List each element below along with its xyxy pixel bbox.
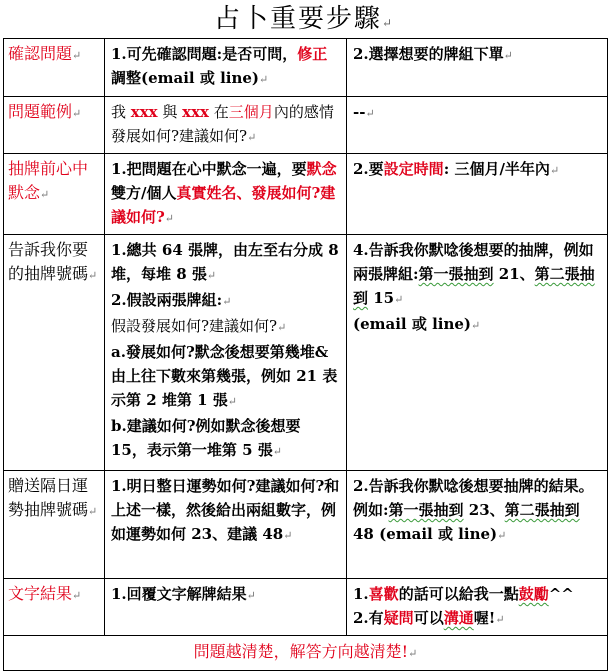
row-label: 問題範例↵ [4, 97, 105, 154]
row-step-cell: 2.要設定時間: 三個月/半年內↵ [347, 154, 608, 235]
row-label: 贈送隔日運勢抽牌號碼↵ [4, 471, 105, 579]
steps-table [3, 38, 608, 671]
row-label: 告訴我你要的抽牌號碼↵ [4, 235, 105, 471]
table-row [4, 154, 608, 235]
table-row [4, 636, 608, 671]
table-row [4, 97, 608, 154]
title-text: 占卜重要步驟 [213, 4, 382, 34]
row-step-cell: 1.可先確認問題:是否可問，修正調整(email 或 line)↵ [105, 39, 347, 97]
row-step-cell: 2.選擇想要的牌組下單↵ [347, 39, 608, 97]
row-label: 文字結果↵ [4, 579, 105, 636]
footer-note: 問題越清楚，解答方向越清楚!↵ [4, 636, 608, 671]
row-label: 抽牌前心中默念↵ [4, 154, 105, 235]
table-row [4, 235, 608, 471]
row-step-cell: 2.告訴我你默唸後想要抽牌的結果。例如:第一張抽到 23、第二張抽到 48 (email 或 line)↵ [347, 471, 608, 579]
row-step-cell: 1.喜歡的話可以給我一點鼓勵^^ 2.有疑問可以溝通喔!↵ [347, 579, 608, 636]
row-step-cell: 我 xxx 與 xxx 在三個月內的感情發展如何?建議如何?↵ [105, 97, 347, 154]
table-row [4, 471, 608, 579]
row-step-cell: 1.總共 64 張牌，由左至右分成 8 堆，每堆 8 張↵ 2.假設兩張牌組:↵ 假設發展如何?建議如何?↵ a.發展如何?默念後想要第幾堆&由上往下數來第幾張，例如 21 表示第 2 堆第 1 張↵ b.建議如何?例如默念後想要 15，表示第一堆第 5 張↵ [105, 235, 347, 471]
row-step-cell: 1.明日整日運勢如何?建議如何?和上述一樣，然後給出兩組數字，例如運勢如何 23、建議 48↵ [105, 471, 347, 579]
document-title [0, 0, 608, 38]
row-step-cell: 4.告訴我你默唸後想要的抽牌，例如兩張牌組:第一張抽到 21、第二張抽到 15↵ (email 或 line)↵ [347, 235, 608, 471]
row-step-cell: 1.把問題在心中默念一遍，要默念雙方/個人真實姓名、發展如何?建議如何?↵ [105, 154, 347, 235]
paragraph-mark: ↵ [381, 16, 395, 30]
table-row [4, 39, 608, 97]
row-step-cell: --↵ [347, 97, 608, 154]
table-row [4, 579, 608, 636]
row-label: 確認問題↵ [4, 39, 105, 97]
row-step-cell: 1.回覆文字解牌結果↵ [105, 579, 347, 636]
